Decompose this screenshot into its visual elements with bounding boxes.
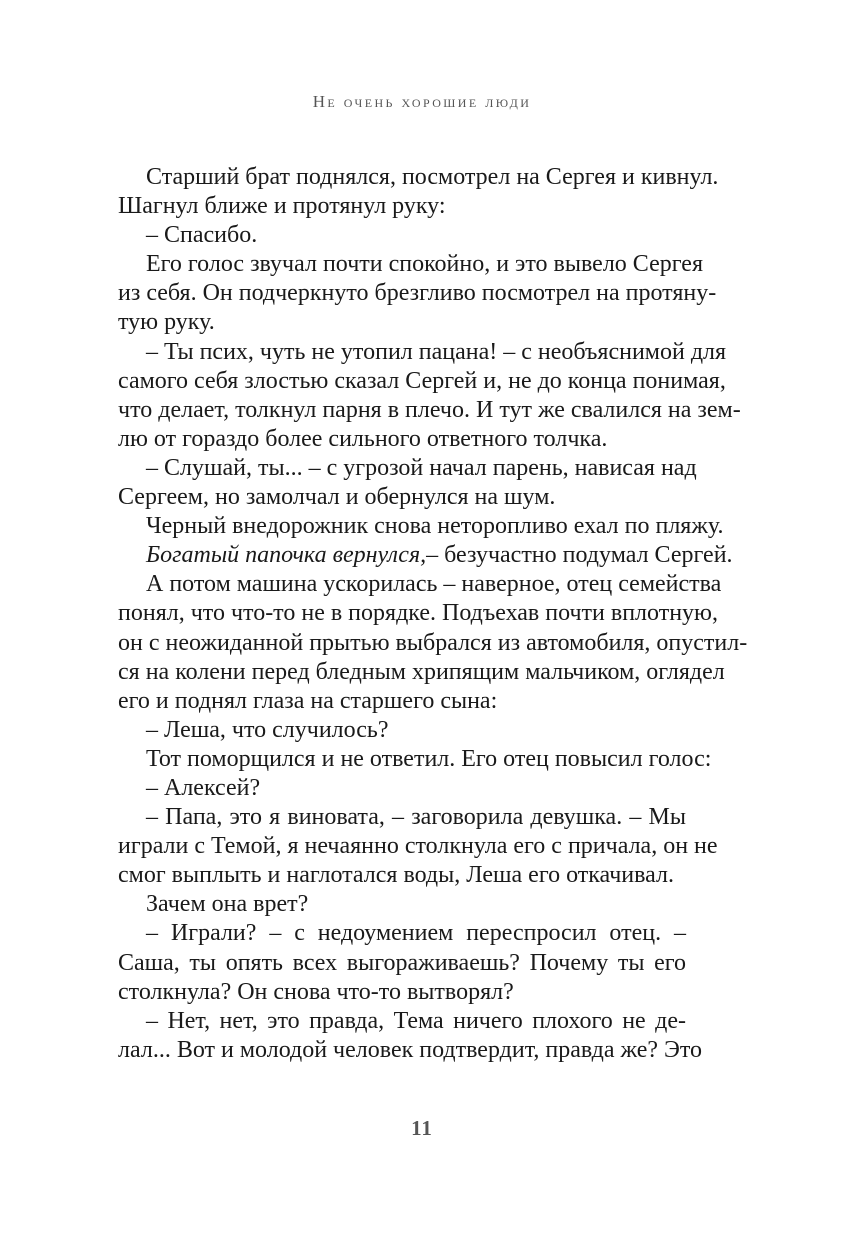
text-line: Тот поморщился и не ответил. Его отец повысил голос: (146, 745, 712, 772)
text-line: А потом машина ускорилась – наверное, отец семейства (146, 571, 722, 598)
text-line: – Спасибо. (146, 222, 258, 249)
text-line: смог выплыть и наглотался воды, Леша его откачивал. (118, 862, 674, 889)
text-line: Старший брат поднялся, посмотрел на Сергея и кивнул. (146, 164, 719, 190)
text-line: ся на колени перед бледным хрипящим мальчиком, оглядел (118, 658, 725, 685)
text-line: из себя. Он подчеркнуто брезгливо посмотрел на протяну- (118, 280, 717, 307)
text-line: – Алексей? (146, 774, 261, 801)
text-line: – Папа, это я виновата, – заговорила девушка. – Мы (146, 804, 686, 831)
text-line-remainder: – безучастно подумал Сергей. (426, 542, 733, 569)
text-line: Шагнул ближе и протянул руку: (118, 193, 446, 220)
text-line: Черный внедорожник снова неторопливо ехал по пляжу. (146, 513, 724, 540)
text-line: – Играли? – с недоумением переспросил отец. – (146, 920, 686, 947)
text-line: лю от гораздо более сильного ответного толчка. (118, 425, 608, 452)
text-line: Его голос звучал почти спокойно, и это вывело Сергея (146, 251, 703, 278)
text-line-with-italic (118, 541, 733, 570)
text-line: что делает, толкнул парня в плечо. И тут же свалился на зем- (118, 396, 741, 423)
text-line: Саша, ты опять всех выгораживаешь? Почему ты его (118, 949, 686, 976)
text-line: понял, что что-то не в порядке. Подъехав почти вплотную, (118, 600, 718, 627)
text-line: Сергеем, но замолчал и обернулся на шум. (118, 484, 556, 511)
text-line: – Ты псих, чуть не утопил пацана! – с необъяснимой для (146, 338, 727, 365)
text-line: – Нет, нет, это правда, Тема ничего плохого не де- (146, 1007, 686, 1034)
body-text (118, 163, 748, 1065)
running-head: Не очень хорошие люди (312, 92, 532, 111)
text-line: столкнула? Он снова что-то вытворял? (118, 978, 514, 1005)
text-line: играли с Темой, я нечаянно столкнула его с причала, он не (118, 833, 718, 860)
page-number: 11 (411, 1116, 433, 1140)
text-line: лал... Вот и молодой человек подтвердит, правда же? Это (118, 1036, 703, 1063)
text-line: – Слушай, ты... – с угрозой начал парень, нависая над (146, 454, 697, 481)
text-line: – Леша, что случилось? (146, 716, 389, 743)
text-line: он с неожиданной прытью выбрался из автомобиля, опустил- (118, 629, 748, 656)
text-line: самого себя злостью сказал Сергей и, не до конца понимая, (118, 367, 726, 394)
text-line: его и поднял глаза на старшего сына: (118, 687, 498, 714)
text-line: Зачем она врет? (146, 891, 309, 918)
italic-thought: Богатый папочка вернулся, (146, 542, 427, 569)
text-line: тую руку. (118, 309, 215, 336)
